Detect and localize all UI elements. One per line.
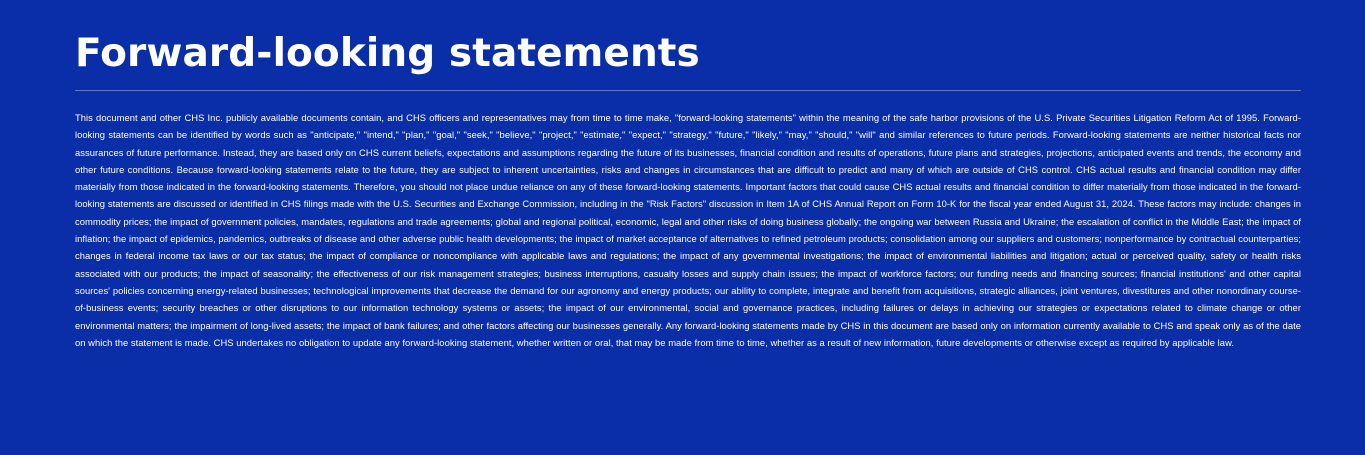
title-divider [75,90,1301,91]
page-title: Forward-looking statements [75,31,700,76]
forward-looking-statement-text: This document and other CHS Inc. publicly available documents contain, and CHS officers and representatives may from time to time make, "forward-looking statements" within the meaning of the safe harbor provisions of the U.S. Private Securities Litigation Reform Act of 1995. Forward-looking statements can be identified by words such as "anticipate," "intend," "plan," "goal," "seek," "believe," "project," "estimate," "expect," "strategy," "future," "likely," "may," "should," "will" and similar references to future periods. Forward-looking statements are neither historical facts nor assurances of future performance. Instead, they are based only on CHS current beliefs, expectations and assumptions regarding the future of its businesses, financial condition and results of operations, future plans and strategies, projections, anticipated events and trends, the economy and other future conditions. Because forward-looking statements relate to the future, they are subject to inherent uncertainties, risks and changes in circumstances that are difficult to predict and many of which are outside of CHS control. CHS actual results and financial condition may differ materially from those indicated in the forward-looking statements. Therefore, you should not place undue reliance on any of these forward-looking statements. Important factors that could cause CHS actual results and financial condition to differ materially from those indicated in the forward-looking statements are discussed or identified in CHS filings made with the U.S. Securities and Exchange Commission, including in the "Risk Factors" discussion in Item 1A of CHS Annual Report on Form 10-K for the fiscal year ended August 31, 2024. These factors may include: changes in commodity prices; the impact of government policies, mandates, regulations and trade agreements; global and regional political, economic, legal and other risks of doing business globally; the ongoing war between Russia and Ukraine; the escalation of conflict in the Middle East; the impact of inflation; the impact of epidemics, pandemics, outbreaks of disease and other adverse public health developments; the impact of market acceptance of alternatives to refined petroleum products; consolidation among our suppliers and customers; nonperformance by contractual counterparties; changes in federal income tax laws or our tax status; the impact of compliance or noncompliance with applicable laws and regulations; the impact of any governmental investigations; the impact of environmental liabilities and litigation; actual or perceived quality, safety or health risks associated with our products; the impact of seasonality; the effectiveness of our risk management strategies; business interruptions, casualty losses and supply chain issues; the impact of workforce factors; our funding needs and financing sources; financial institutions' and other capital sources' policies concerning energy-related businesses; technological improvements that decrease the demand for our agronomy and energy products; our ability to complete, integrate and benefit from acquisitions, strategic alliances, joint ventures, divestitures and other nonordinary course-of-business events; security breaches or other disruptions to our information technology systems or assets; the impact of our environmental, social and governance practices, including failures or delays in achieving our strategies or expectations related to climate change or other environmental matters; the impairment of long-lived assets; the impact of bank failures; and other factors affecting our businesses generally. Any forward-looking statements made by CHS in this document are based only on information currently available to CHS and speak only as of the date on which the statement is made. CHS undertakes no obligation to update any forward-looking statement, whether written or oral, that may be made from time to time, whether as a result of new information, future developments or otherwise except as required by applicable law. [75,112,1301,348]
